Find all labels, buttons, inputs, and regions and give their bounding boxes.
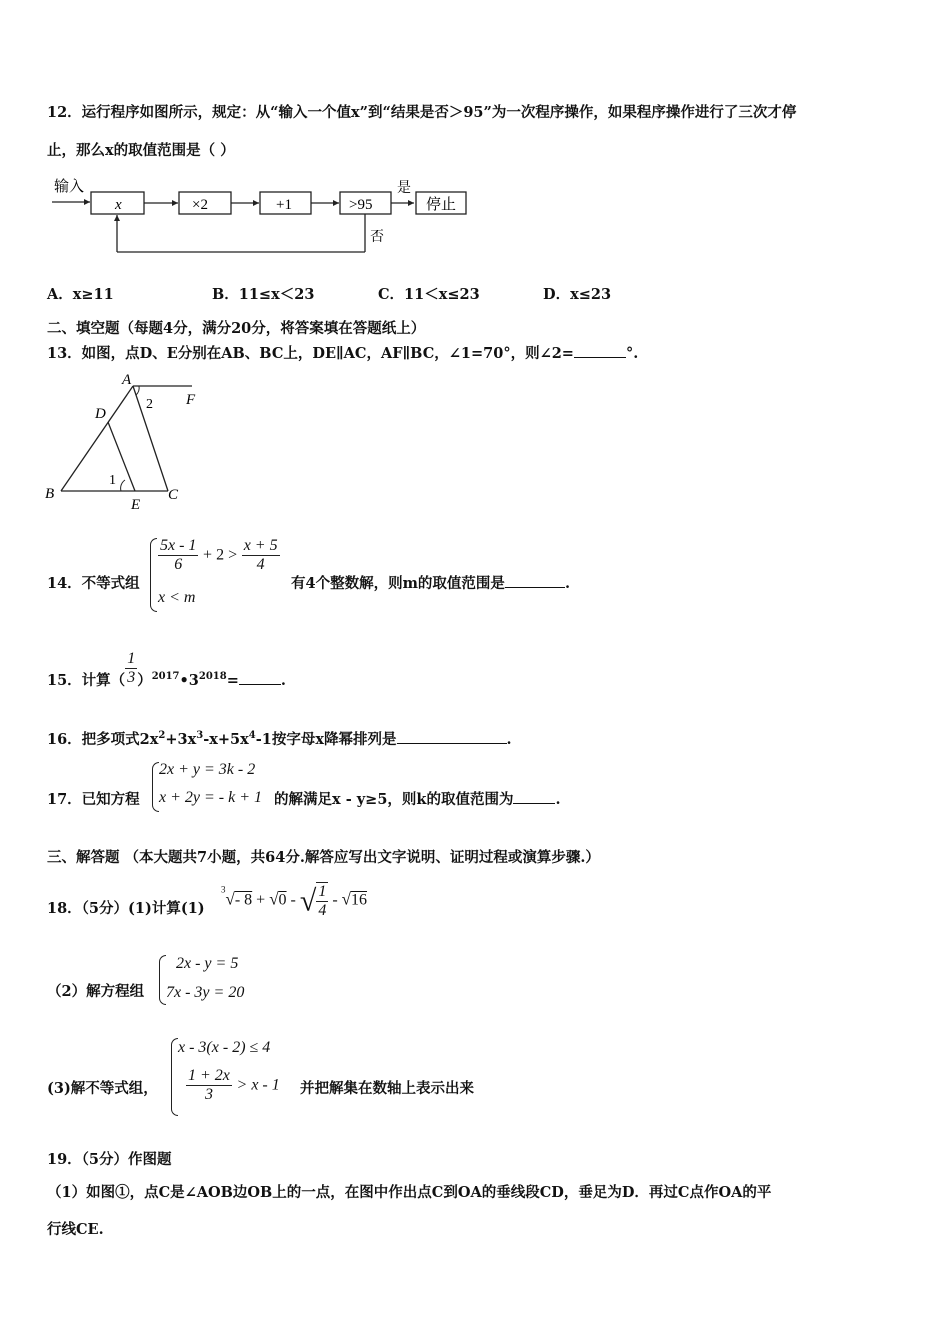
q15-dot: •3 <box>179 672 199 689</box>
q18-part3-den: 3 <box>204 1086 213 1103</box>
q18-part3-row1: x - 3(x - 2) ≤ 4 <box>178 1039 271 1056</box>
q18-part2-brace <box>159 955 166 1005</box>
q14-mid: + 2 > <box>203 546 238 564</box>
q17-suffix <box>274 788 561 809</box>
q18-minus1: - <box>290 891 300 909</box>
q19-title: 19．（5分）作图题 <box>47 1151 172 1168</box>
q15-eq: = <box>226 672 239 689</box>
q16-e1: 2 <box>158 730 166 742</box>
q14-end: . <box>564 575 570 592</box>
q18-part2-row2: 7x - 3y = 20 <box>166 984 245 1001</box>
q18-part3-label: (3)解不等式组， <box>47 1080 158 1097</box>
q12-option-a[interactable]: A．x≥11 <box>47 286 114 303</box>
fig-angle-2: 2 <box>146 397 153 412</box>
fig-label-c: C <box>168 487 179 503</box>
q18-part2-row1: 2x - y = 5 <box>176 955 239 972</box>
q15-prefix: 15．计算（ <box>47 672 126 689</box>
q14-prefix: 14．不等式组 <box>47 575 140 592</box>
q18-minus2: - <box>332 891 342 909</box>
q13-question: 13．如图，点D、E分别在AB、BC上，DE∥AC，AF∥BC，∠1=70°，则∠2= <box>47 345 574 362</box>
q17-brace <box>152 762 159 812</box>
q18-part2-label: （2）解方程组 <box>47 983 145 1000</box>
section3-heading: 三、解答题 （本大题共7小题，共64分.解答应写出文字说明、证明过程或演算步骤.） <box>47 849 600 866</box>
q18-part3-brace <box>171 1038 178 1116</box>
flow-box-times2: ×2 <box>192 197 208 213</box>
q19-line2: 行线CE. <box>47 1221 104 1238</box>
q17-end: . <box>555 791 561 808</box>
q17-row2: x + 2y = - k + 1 <box>159 789 263 806</box>
section2-heading: 二、填空题（每题4分，满分20分，将答案填在答题纸上） <box>47 320 426 337</box>
q12-line1: 12．运行程序如图所示，规定：从“输入一个值x”到“结果是否＞95”为一次程序操作，如果程序操作进行了三次才停 <box>47 104 797 121</box>
q13-answer-blank[interactable] <box>574 357 626 358</box>
q13-figure <box>40 368 220 518</box>
q13-text <box>47 342 638 363</box>
q18-part3-row2 <box>186 1067 280 1104</box>
flow-box-gt95: >95 <box>349 197 373 213</box>
q16-e3: 4 <box>248 730 256 742</box>
flow-box-plus1: +1 <box>276 197 292 213</box>
q15-line <box>47 649 286 690</box>
q16-p2: +3x <box>165 731 197 748</box>
q12-line2: 止，那么x的取值范围是（ ） <box>47 142 235 159</box>
q17-answer-blank[interactable] <box>513 803 555 804</box>
q15-end: . <box>280 672 286 689</box>
flow-input-label: 输入 <box>54 179 85 195</box>
q18-frac-num: 1 <box>318 883 327 900</box>
q17-row1: 2x + y = 3k - 2 <box>159 761 256 778</box>
q12-option-d[interactable]: D．x≤23 <box>543 286 612 303</box>
q15-exp1: 2017 <box>151 671 180 683</box>
q16-end: . <box>506 731 512 748</box>
q16-e2: 3 <box>196 730 204 742</box>
q18-part3-frac <box>186 1067 232 1104</box>
q14-row2: x < m <box>158 589 196 606</box>
q17-suffix-text: 的解满足x - y≥5，则k的取值范围为 <box>274 791 514 808</box>
q18-expression: $^3$√- 8 + √0 - √ $\frac{1}{4}$ - √16 <box>221 883 368 919</box>
fig-angle-1: 1 <box>109 473 116 488</box>
q14-suffix-text: 有4个整数解，则m的取值范围是 <box>291 575 505 592</box>
flow-stop: 停止 <box>426 197 457 213</box>
q19-line1: （1）如图①，点C是∠AOB边OB上的一点，在图中作出点C到OA的垂线段CD，垂足为D．再过C点作OA的平 <box>47 1184 772 1201</box>
q12-option-b[interactable]: B．11≤x＜23 <box>212 286 315 303</box>
q16-answer-blank[interactable] <box>397 743 507 744</box>
q15-frac-den: 3 <box>127 668 136 686</box>
q13-end: °. <box>625 345 639 362</box>
q18-cuberoot-index: 3 <box>221 884 226 895</box>
q14-frac1 <box>158 537 198 574</box>
q14-suffix <box>291 572 570 593</box>
q16-line <box>47 728 512 749</box>
q14-frac1-den: 6 <box>174 556 183 573</box>
q16-p4: -1按字母x降幂排列是 <box>255 731 397 748</box>
q14-brace <box>150 538 157 612</box>
q12-option-c[interactable]: C．11＜x≤23 <box>378 286 480 303</box>
q12-flowchart <box>40 170 480 265</box>
q18-prefix: 18．（5分）(1)计算(1) <box>47 900 205 917</box>
q15-exp2: 2018 <box>198 671 227 683</box>
fig-label-f: F <box>186 392 196 408</box>
q18-part3-tail: > x - 1 <box>236 1076 280 1094</box>
q16-prefix: 16．把多项式2x <box>47 731 159 748</box>
q17-prefix: 17．已知方程 <box>47 791 140 808</box>
q15-answer-blank[interactable] <box>239 684 281 685</box>
flow-no-label: 否 <box>370 230 384 245</box>
q15-frac <box>125 650 137 687</box>
fig-label-e: E <box>131 497 141 513</box>
q14-frac2 <box>242 537 280 574</box>
q18-part3-num: 1 + 2x <box>188 1067 230 1084</box>
q14-frac2-num: x + 5 <box>243 537 278 554</box>
q18-sqrt-frac <box>316 882 328 920</box>
q15-close: ） <box>137 672 152 689</box>
q18-part3-suffix: 并把解集在数轴上表示出来 <box>300 1080 474 1097</box>
q14-frac2-den: 4 <box>256 556 265 573</box>
q18-sqrt0: 0 <box>278 891 287 909</box>
q14-frac1-num: 5x - 1 <box>160 537 197 554</box>
q15-frac-num: 1 <box>127 649 136 667</box>
q16-p3: -x+5x <box>203 731 249 748</box>
q14-answer-blank[interactable] <box>505 587 565 588</box>
q18-frac-den: 4 <box>318 902 327 919</box>
fig-label-b: B <box>45 486 55 502</box>
flow-yes-label: 是 <box>397 181 411 196</box>
q14-row1 <box>158 537 280 574</box>
q18-plus: + <box>256 891 270 909</box>
fig-label-a: A <box>122 372 132 388</box>
flow-box-x: x <box>115 197 122 213</box>
fig-label-d: D <box>95 406 106 422</box>
q18-sqrt16: 16 <box>351 891 368 909</box>
q18-cuberoot-arg: - 8 <box>234 891 253 909</box>
